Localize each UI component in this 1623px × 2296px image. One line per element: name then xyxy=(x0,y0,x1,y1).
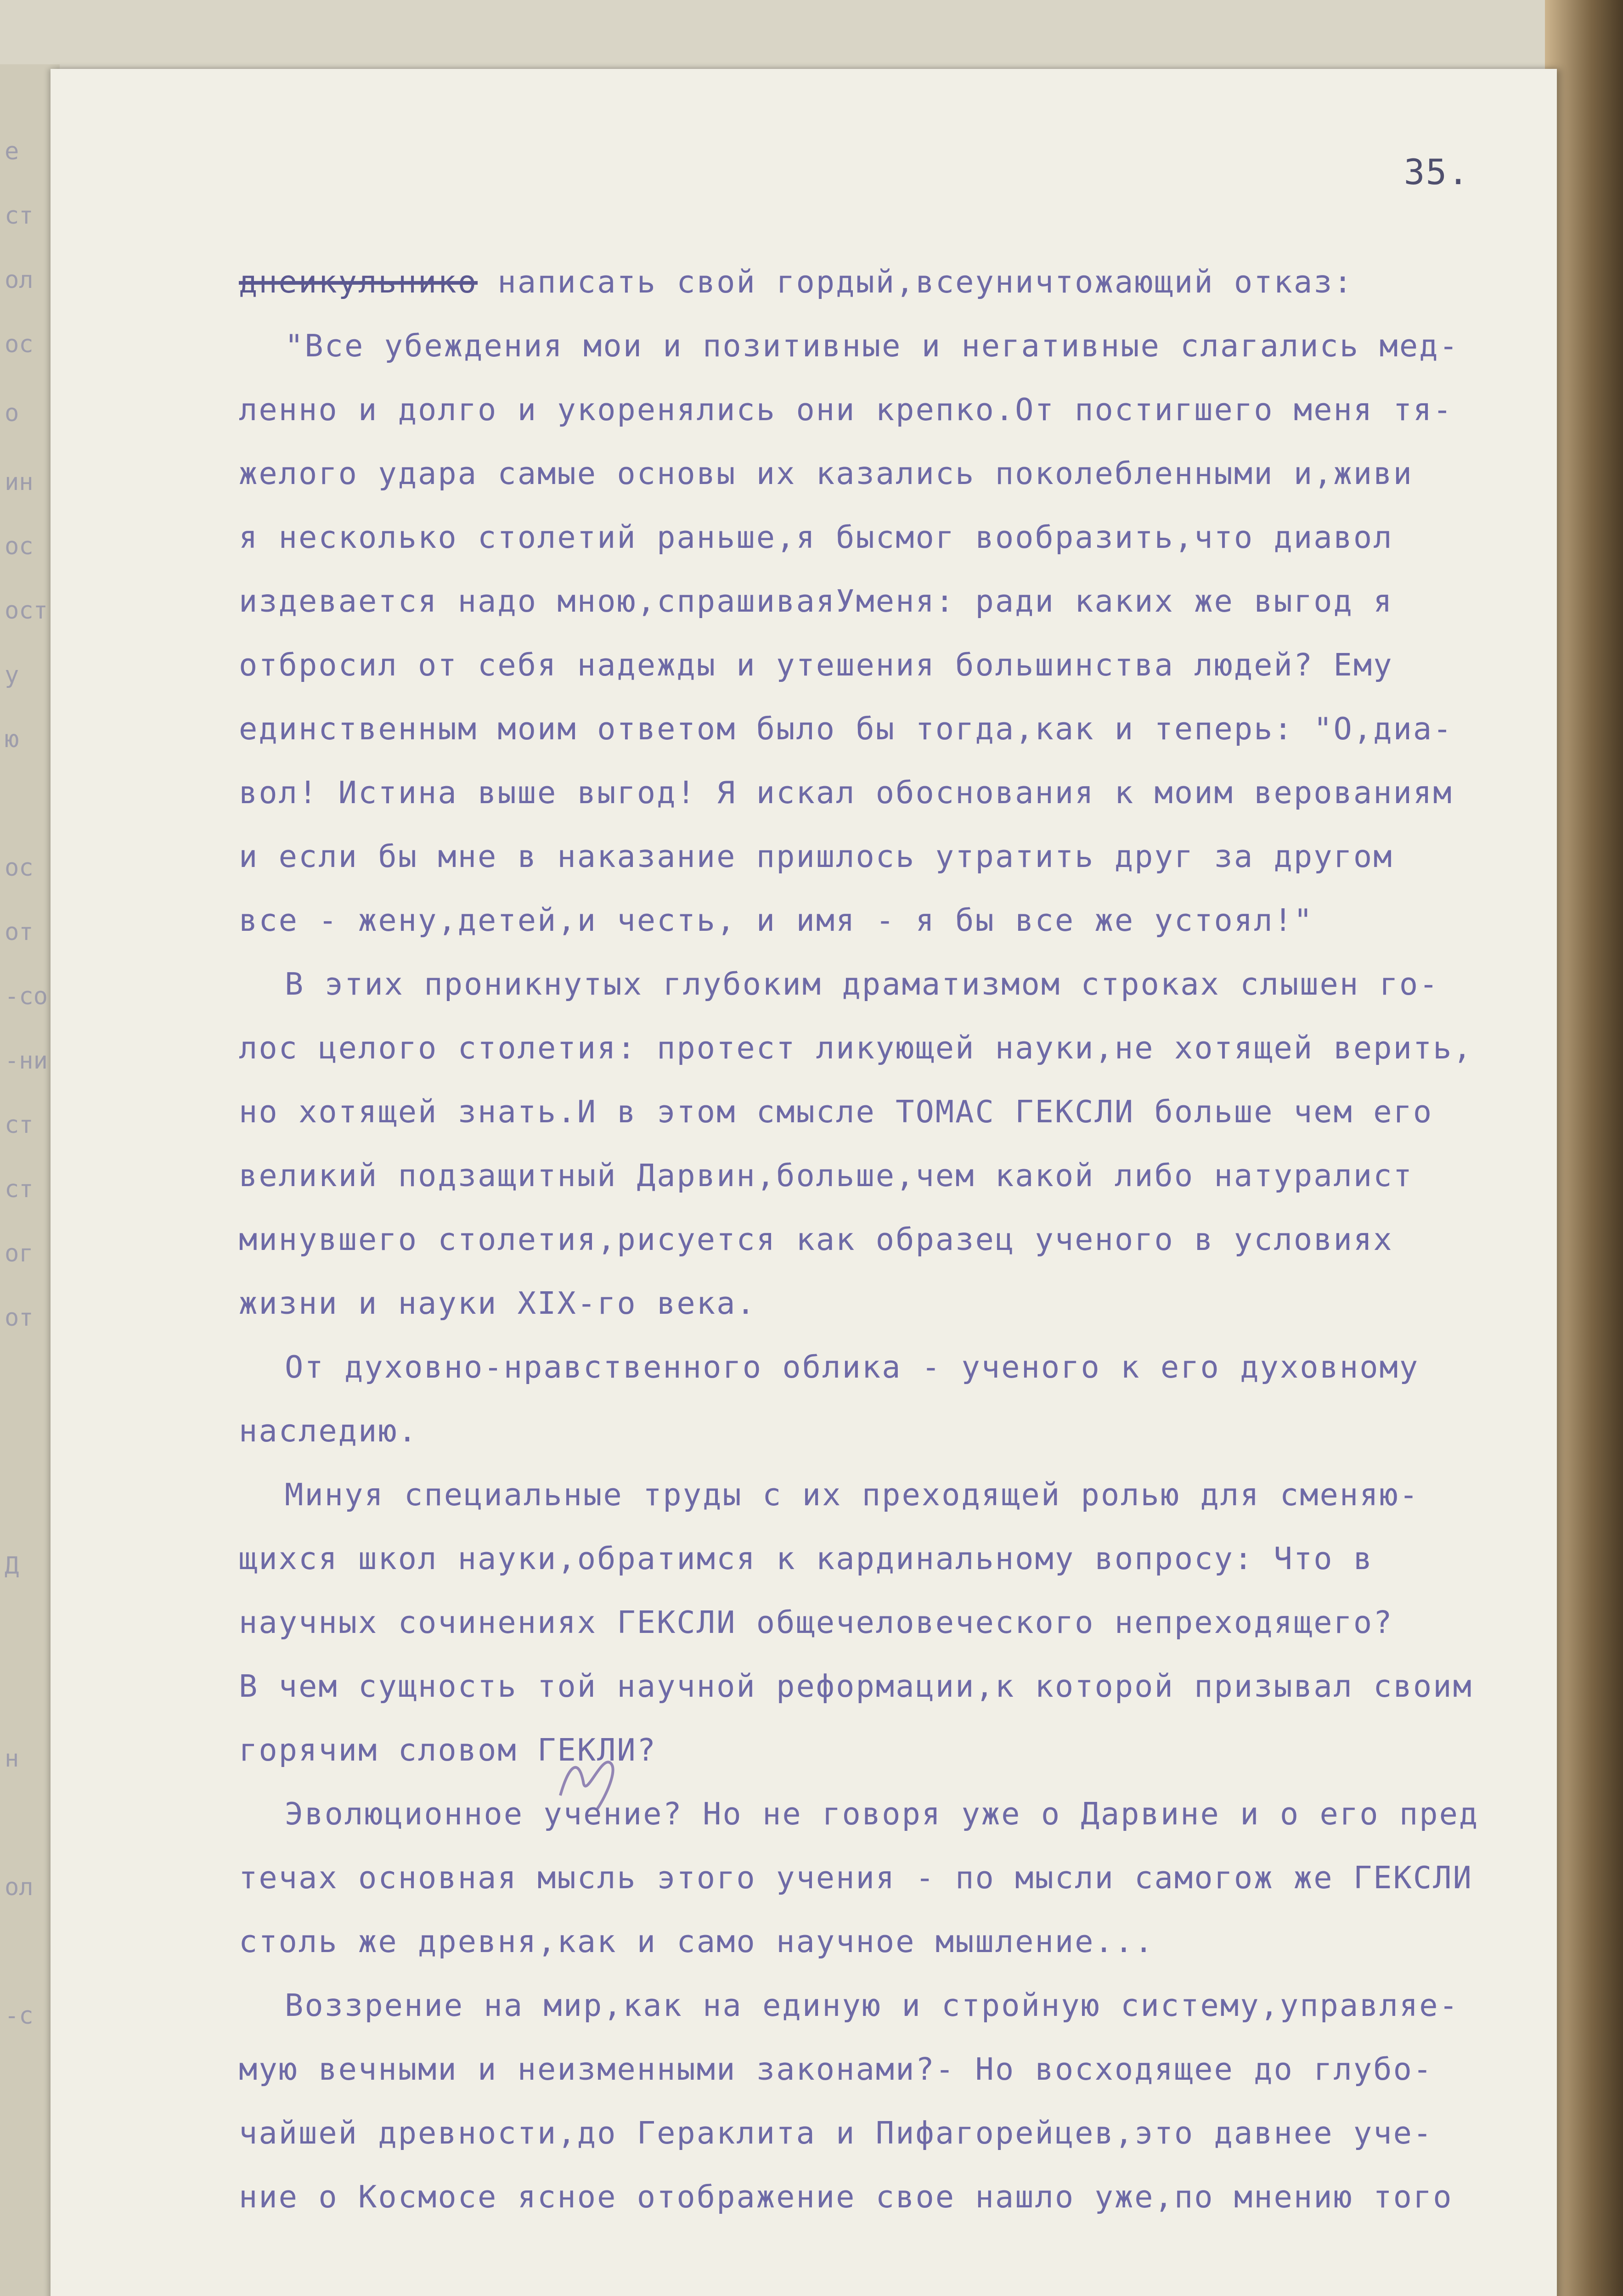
edge-fragment: от xyxy=(5,1304,34,1332)
text-line: Воззрение на мир,как на единую и стройную систему,управляе- xyxy=(285,1987,1459,2023)
page-number: 35. xyxy=(1403,152,1470,192)
edge-fragment: ю xyxy=(5,726,19,753)
edge-fragment: ст xyxy=(5,202,34,230)
text-line: В этих проникнутых глубоким драматизмом строках слышен го- xyxy=(285,966,1439,1002)
edge-fragment: ст xyxy=(5,1111,34,1139)
quote-line: отбросил от себя надежды и утешения большинства людей? Ему xyxy=(239,647,1393,683)
quote-line: издевается надо мною,спрашиваяУменя: ради каких же выгод я xyxy=(239,583,1393,619)
edge-fragment: ог xyxy=(5,1240,34,1267)
text-line: наследию. xyxy=(239,1413,418,1449)
text-line: минувшего столетия,рисуется как образец ученого в условиях xyxy=(239,1221,1393,1257)
edge-fragment: ин xyxy=(5,468,34,496)
text-line-rest: написать свой гордый,всеуничтожающий отказ: xyxy=(478,264,1353,300)
edge-fragment: ос xyxy=(5,533,34,560)
edge-fragment: Д xyxy=(5,1552,19,1580)
edge-fragment: ост xyxy=(5,597,48,625)
text-line: великий подзащитный Дарвин,больше,чем какой либо натуралист xyxy=(239,1158,1413,1193)
edge-fragment: от xyxy=(5,918,34,946)
edge-fragment: -ни xyxy=(5,1047,48,1075)
edge-fragment: -со xyxy=(5,983,48,1010)
text-line xyxy=(239,250,1552,314)
quote-line: ленно и долго и укоренялись они крепко.От постигшего меня тя- xyxy=(239,392,1453,428)
underlying-sheet-top xyxy=(0,0,1623,73)
text-line: столь же древня,как и само научное мышление... xyxy=(239,1924,1155,1959)
struck-word: днеикульнико xyxy=(239,264,478,300)
text-line: ние о Космосе ясное отображение свое нашло уже,по мнению того xyxy=(239,2179,1453,2215)
text-line: Эволюционное учение? Но не говоря уже о Дарвине и о его пред xyxy=(285,1796,1479,1832)
edge-fragment: ос xyxy=(5,854,34,882)
text-line: Минуя специальные труды с их преходящей ролью для сменяю- xyxy=(285,1477,1420,1513)
text-line: но хотящей знать.И в этом смысле ТОМАС ГЕКСЛИ больше чем его xyxy=(239,1094,1433,1130)
text-line: В чем сущность той научной реформации,к которой призывал своим xyxy=(239,1668,1473,1704)
text-line: От духовно-нравственного облика - ученого к его духовному xyxy=(285,1349,1420,1385)
quote-line: вол! Истина выше выгод! Я искал обоснования к моим верованиям xyxy=(239,775,1453,810)
edge-fragment: о xyxy=(5,400,19,427)
edge-fragment: е xyxy=(5,138,19,165)
edge-fragment: ос xyxy=(5,331,34,358)
text-line: жизни и науки XIX-го века. xyxy=(239,1285,756,1321)
text-line: научных сочинениях ГЕКСЛИ общечеловеческого непреходящего? xyxy=(239,1604,1393,1640)
quote-line: желого удара самые основы их казались поколебленными и,живи xyxy=(239,456,1413,491)
text-line: горячим словом ГЕКЛИ? xyxy=(239,1732,657,1768)
text-line: чайшей древности,до Гераклита и Пифагорейцев,это давнее уче- xyxy=(239,2115,1433,2151)
quote-line: я несколько столетий раньше,я бысмог вообразить,что диавол xyxy=(239,519,1393,555)
quote-line: все - жену,детей,и честь, и имя - я бы все же устоял!" xyxy=(239,902,1314,938)
edge-fragment: ол xyxy=(5,1874,34,1901)
edge-fragment: у xyxy=(5,661,19,689)
page-body xyxy=(239,250,1552,2229)
quote-line: единственным моим ответом было бы тогда,как и теперь: "О,диа- xyxy=(239,711,1453,747)
quote-line: "Все убеждения мои и позитивные и негативные слагались мед- xyxy=(285,328,1459,364)
edge-fragment: -с xyxy=(5,2002,34,2030)
text-line: течах основная мысль этого учения - по мысли самогож же ГЕКСЛИ xyxy=(239,1860,1473,1896)
edge-fragment: ол xyxy=(5,266,34,294)
text-line: лос целого столетия: протест ликующей науки,не хотящей верить, xyxy=(239,1030,1473,1066)
text-line: щихся школ науки,обратимся к кардинальному вопросу: Что в xyxy=(239,1541,1374,1576)
quote-line: и если бы мне в наказание пришлось утратить друг за другом xyxy=(239,838,1393,874)
text-line: мую вечными и неизменными законами?- Но восходящее до глубо- xyxy=(239,2051,1433,2087)
edge-fragment: ст xyxy=(5,1176,34,1203)
edge-fragment: н xyxy=(5,1745,19,1773)
handwritten-correction xyxy=(542,1745,634,1814)
